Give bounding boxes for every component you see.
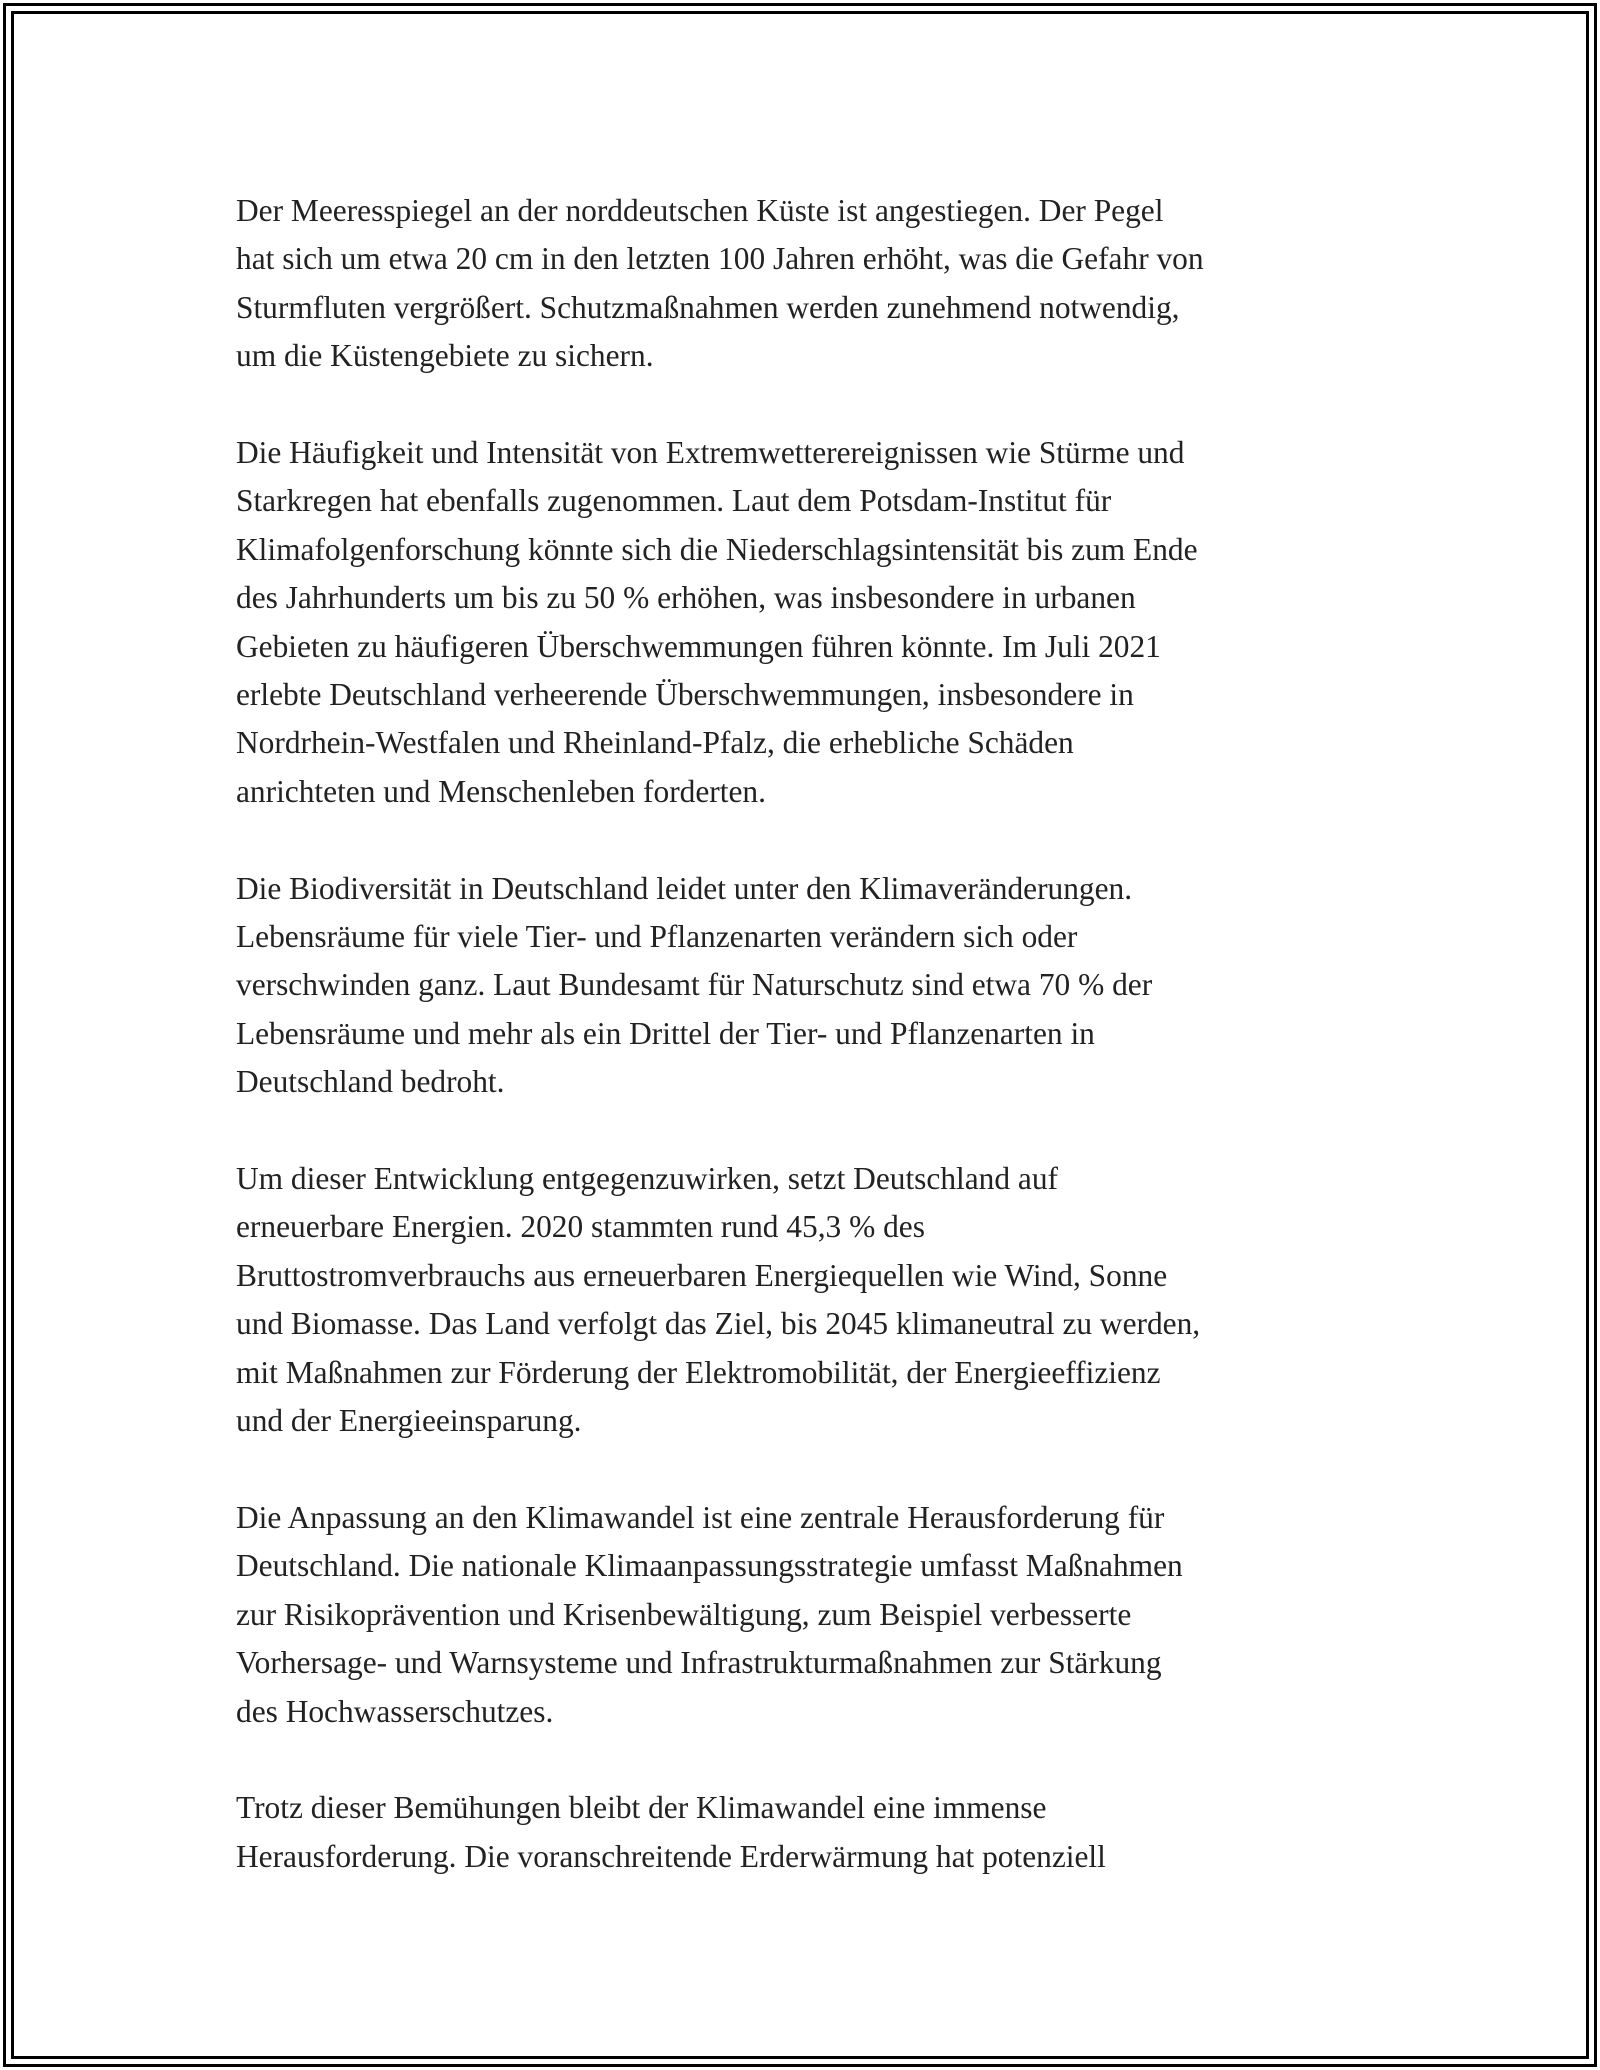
text-line: Sturmfluten vergrößert. Schutzmaßnahmen werden zunehmend notwendig, (236, 289, 1180, 325)
text-line: Nordrhein-Westfalen und Rheinland-Pfalz, die erhebliche Schäden (236, 725, 1074, 761)
text-line: Die Anpassung an den Klimawandel ist eine zentrale Herausforderung für (236, 1499, 1165, 1535)
text-line: hat sich um etwa 20 cm in den letzten 100 Jahren erhöht, was die Gefahr von (236, 241, 1204, 277)
text-line: zur Risikoprävention und Krisenbewältigung, zum Beispiel verbesserte (236, 1596, 1132, 1632)
paragraph-challenge (236, 1784, 1386, 1881)
text-line: und Biomasse. Das Land verfolgt das Ziel, bis 2045 klimaneutral zu werden, (236, 1306, 1201, 1342)
paragraph-extreme-weather (236, 429, 1386, 816)
text-line: Bruttostromverbrauchs aus erneuerbaren Energiequellen wie Wind, Sonne (236, 1257, 1168, 1293)
text-line: Vorhersage- und Warnsysteme und Infrastrukturmaßnahmen zur Stärkung (236, 1645, 1162, 1681)
text-line: Gebieten zu häufigeren Überschwemmungen führen könnte. Im Juli 2021 (236, 628, 1161, 664)
text-line: Der Meeresspiegel an der norddeutschen Küste ist angestiegen. Der Pegel (236, 193, 1164, 228)
text-line: Lebensräume für viele Tier- und Pflanzenarten verändern sich oder (236, 919, 1078, 955)
text-line: Deutschland bedroht. (236, 1064, 505, 1100)
text-line: des Jahrhunderts um bis zu 50 % erhöhen, was insbesondere in urbanen (236, 580, 1136, 616)
text-line: verschwinden ganz. Laut Bundesamt für Naturschutz sind etwa 70 % der (236, 967, 1153, 1003)
text-line: Herausforderung. Die voranschreitende Erderwärmung hat potenziell (236, 1838, 1106, 1874)
paragraph-renewable-energy (236, 1155, 1386, 1445)
text-line: erlebte Deutschland verheerende Überschwemmungen, insbesondere in (236, 677, 1134, 713)
text-line: und der Energieeinsparung. (236, 1403, 582, 1439)
text-line: um die Küstengebiete zu sichern. (236, 338, 654, 374)
text-line: anrichteten und Menschenleben forderten. (236, 773, 766, 809)
text-line: Deutschland. Die nationale Klimaanpassungsstrategie umfasst Maßnahmen (236, 1548, 1183, 1584)
text-line: Die Häufigkeit und Intensität von Extremwetterereignissen wie Stürme und (236, 435, 1185, 471)
text-line: mit Maßnahmen zur Förderung der Elektromobilität, der Energieeffizienz (236, 1354, 1161, 1390)
text-line: Lebensräume und mehr als ein Drittel der Tier- und Pflanzenarten in (236, 1015, 1095, 1051)
text-line: Trotz dieser Bemühungen bleibt der Klimawandel eine immense (236, 1790, 1047, 1826)
paragraph-biodiversity (236, 865, 1386, 1107)
paragraph-adaptation (236, 1494, 1386, 1736)
text-line: des Hochwasserschutzes. (236, 1693, 554, 1729)
text-line: erneuerbare Energien. 2020 stammten rund 45,3 % des (236, 1209, 925, 1245)
text-line: Um dieser Entwicklung entgegenzuwirken, setzt Deutschland auf (236, 1161, 1058, 1197)
paragraph-sea-level (236, 187, 1386, 381)
text-line: Klimafolgenforschung könnte sich die Niederschlagsintensität bis zum Ende (236, 531, 1198, 567)
text-line: Die Biodiversität in Deutschland leidet unter den Klimaveränderungen. (236, 870, 1133, 906)
text-line: Starkregen hat ebenfalls zugenommen. Laut dem Potsdam-Institut für (236, 483, 1112, 519)
document-body (236, 187, 1386, 1930)
